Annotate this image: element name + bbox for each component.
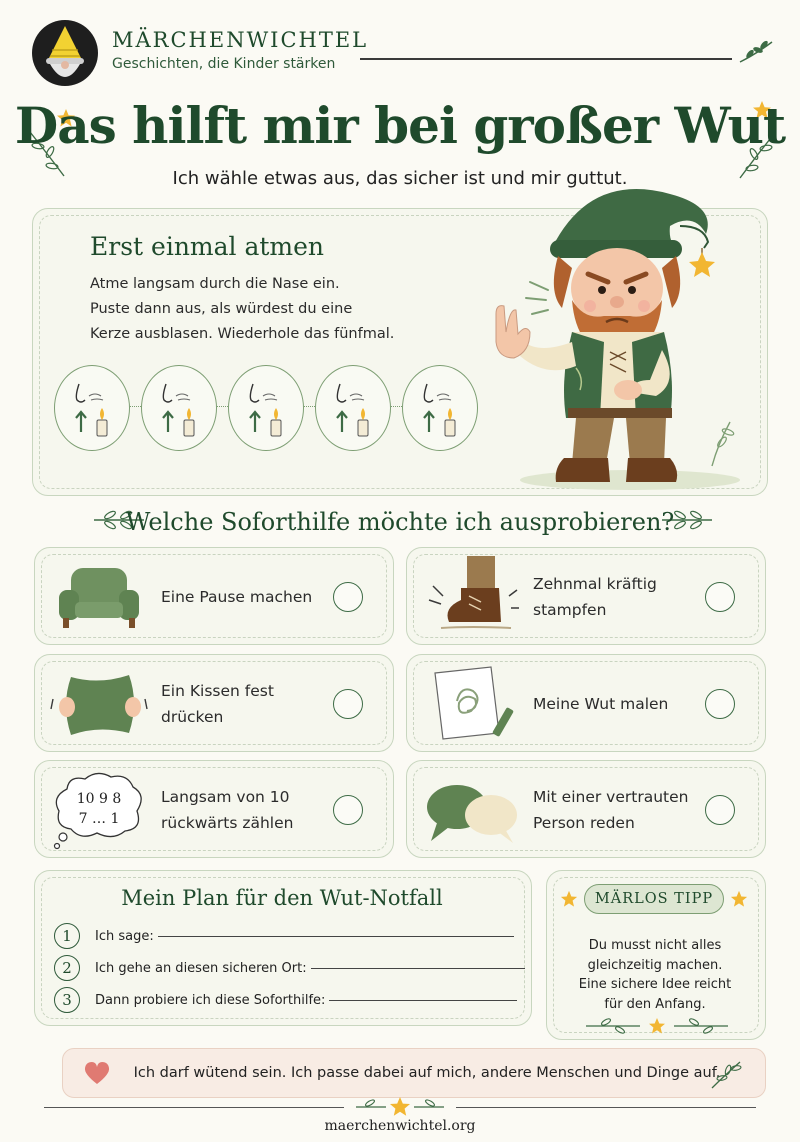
svg-text:7 … 1: 7 … 1 — [78, 811, 120, 827]
brand-name: MÄRCHENWICHTEL — [112, 28, 369, 52]
plan-prompt: Dann probiere ich diese Soforthilfe: — [95, 992, 326, 1008]
brand-logo — [32, 20, 98, 86]
section-question: Welche Soforthilfe möchte ich ausprobieren? — [125, 508, 675, 536]
instruction-line: Kerze ausblasen. Wiederhole das fünfmal. — [90, 326, 395, 342]
breathing-step-icon — [402, 365, 478, 451]
option-label: Eine Pause machen — [161, 588, 313, 606]
plan-row — [54, 923, 514, 949]
option-card-draw — [406, 654, 766, 752]
leaf-sprig-icon — [706, 1058, 746, 1090]
plan-row — [54, 987, 517, 1013]
option-checkbox[interactable] — [333, 795, 363, 825]
thought-bubble-count-icon — [49, 769, 149, 851]
plan-number: 2 — [54, 955, 80, 981]
footer-url[interactable]: maerchenwichtel.org — [324, 1118, 476, 1134]
speech-bubbles-icon — [421, 769, 521, 851]
step-connector — [391, 406, 402, 407]
option-checkbox[interactable] — [333, 582, 363, 612]
heart-icon — [82, 1060, 112, 1086]
option-label: Meine Wut malen — [533, 695, 669, 713]
plan-prompt: Ich gehe an diesen sicheren Ort: — [95, 960, 307, 976]
breathing-instructions — [90, 272, 420, 347]
option-checkbox[interactable] — [705, 795, 735, 825]
step-connector — [130, 406, 141, 407]
armchair-icon — [49, 556, 149, 638]
footer-divider — [456, 1107, 756, 1108]
page-subtitle: Ich wähle etwas aus, das sicher ist und mir guttut. — [172, 168, 628, 189]
angry-gnome-illustration — [480, 182, 750, 494]
svg-text:10 9 8: 10 9 8 — [76, 791, 122, 807]
leaf-divider-icon — [584, 1016, 730, 1036]
plan-answer-line[interactable] — [158, 936, 514, 937]
option-label: Mit einer vertrauten Person reden — [533, 788, 689, 832]
option-label: Ein Kissen fest drücken — [161, 682, 274, 726]
plan-heading: Mein Plan für den Wut-Notfall — [121, 886, 443, 910]
option-card-pillow — [34, 654, 394, 752]
page-title: Das hilft mir bei großer Wut — [14, 96, 786, 155]
star-icon — [730, 890, 748, 908]
stomping-boot-icon — [421, 556, 521, 638]
leaf-sprig-icon — [736, 38, 776, 66]
option-checkbox[interactable] — [705, 689, 735, 719]
leaf-star-ornament-icon — [352, 1096, 448, 1118]
option-card-pause — [34, 547, 394, 645]
instruction-line: Puste dann aus, als würdest du eine — [90, 301, 353, 317]
plan-number: 1 — [54, 923, 80, 949]
step-connector — [217, 406, 228, 407]
option-label: Zehnmal kräftig stampfen — [533, 575, 657, 619]
gnome-logo-icon — [32, 20, 98, 86]
star-icon — [560, 890, 578, 908]
breathing-step-icon — [315, 365, 391, 451]
footer-divider — [44, 1107, 344, 1108]
pillow-icon — [49, 663, 149, 745]
option-checkbox[interactable] — [333, 689, 363, 719]
tip-text: Du musst nicht alles gleichzeitig machen. Eine sichere Idee reicht für den Anfang. — [578, 938, 732, 1012]
scribble-drawing-icon — [421, 663, 521, 745]
option-label: Langsam von 10 rückwärts zählen — [161, 788, 294, 832]
tip-badge: MÄRLOS TIPP — [584, 884, 724, 914]
affirmation-text: Ich darf wütend sein. Ich passe dabei auf mich, andere Menschen und Dinge auf. — [133, 1065, 721, 1081]
plan-row — [54, 955, 525, 981]
header-divider — [360, 58, 732, 60]
plan-number: 3 — [54, 987, 80, 1013]
option-checkbox[interactable] — [705, 582, 735, 612]
instruction-line: Atme langsam durch die Nase ein. — [90, 276, 340, 292]
breathing-heading: Erst einmal atmen — [90, 232, 325, 261]
breathing-step-icon — [54, 365, 130, 451]
option-card-stomp — [406, 547, 766, 645]
plan-answer-line[interactable] — [329, 1000, 517, 1001]
option-card-talk — [406, 760, 766, 858]
plan-prompt: Ich sage: — [95, 928, 154, 944]
brand-tagline: Geschichten, die Kinder stärken — [112, 56, 336, 72]
step-connector — [304, 406, 315, 407]
breathing-step-icon — [228, 365, 304, 451]
plan-answer-line[interactable] — [311, 968, 525, 969]
breathing-step-icon — [141, 365, 217, 451]
option-card-count — [34, 760, 394, 858]
